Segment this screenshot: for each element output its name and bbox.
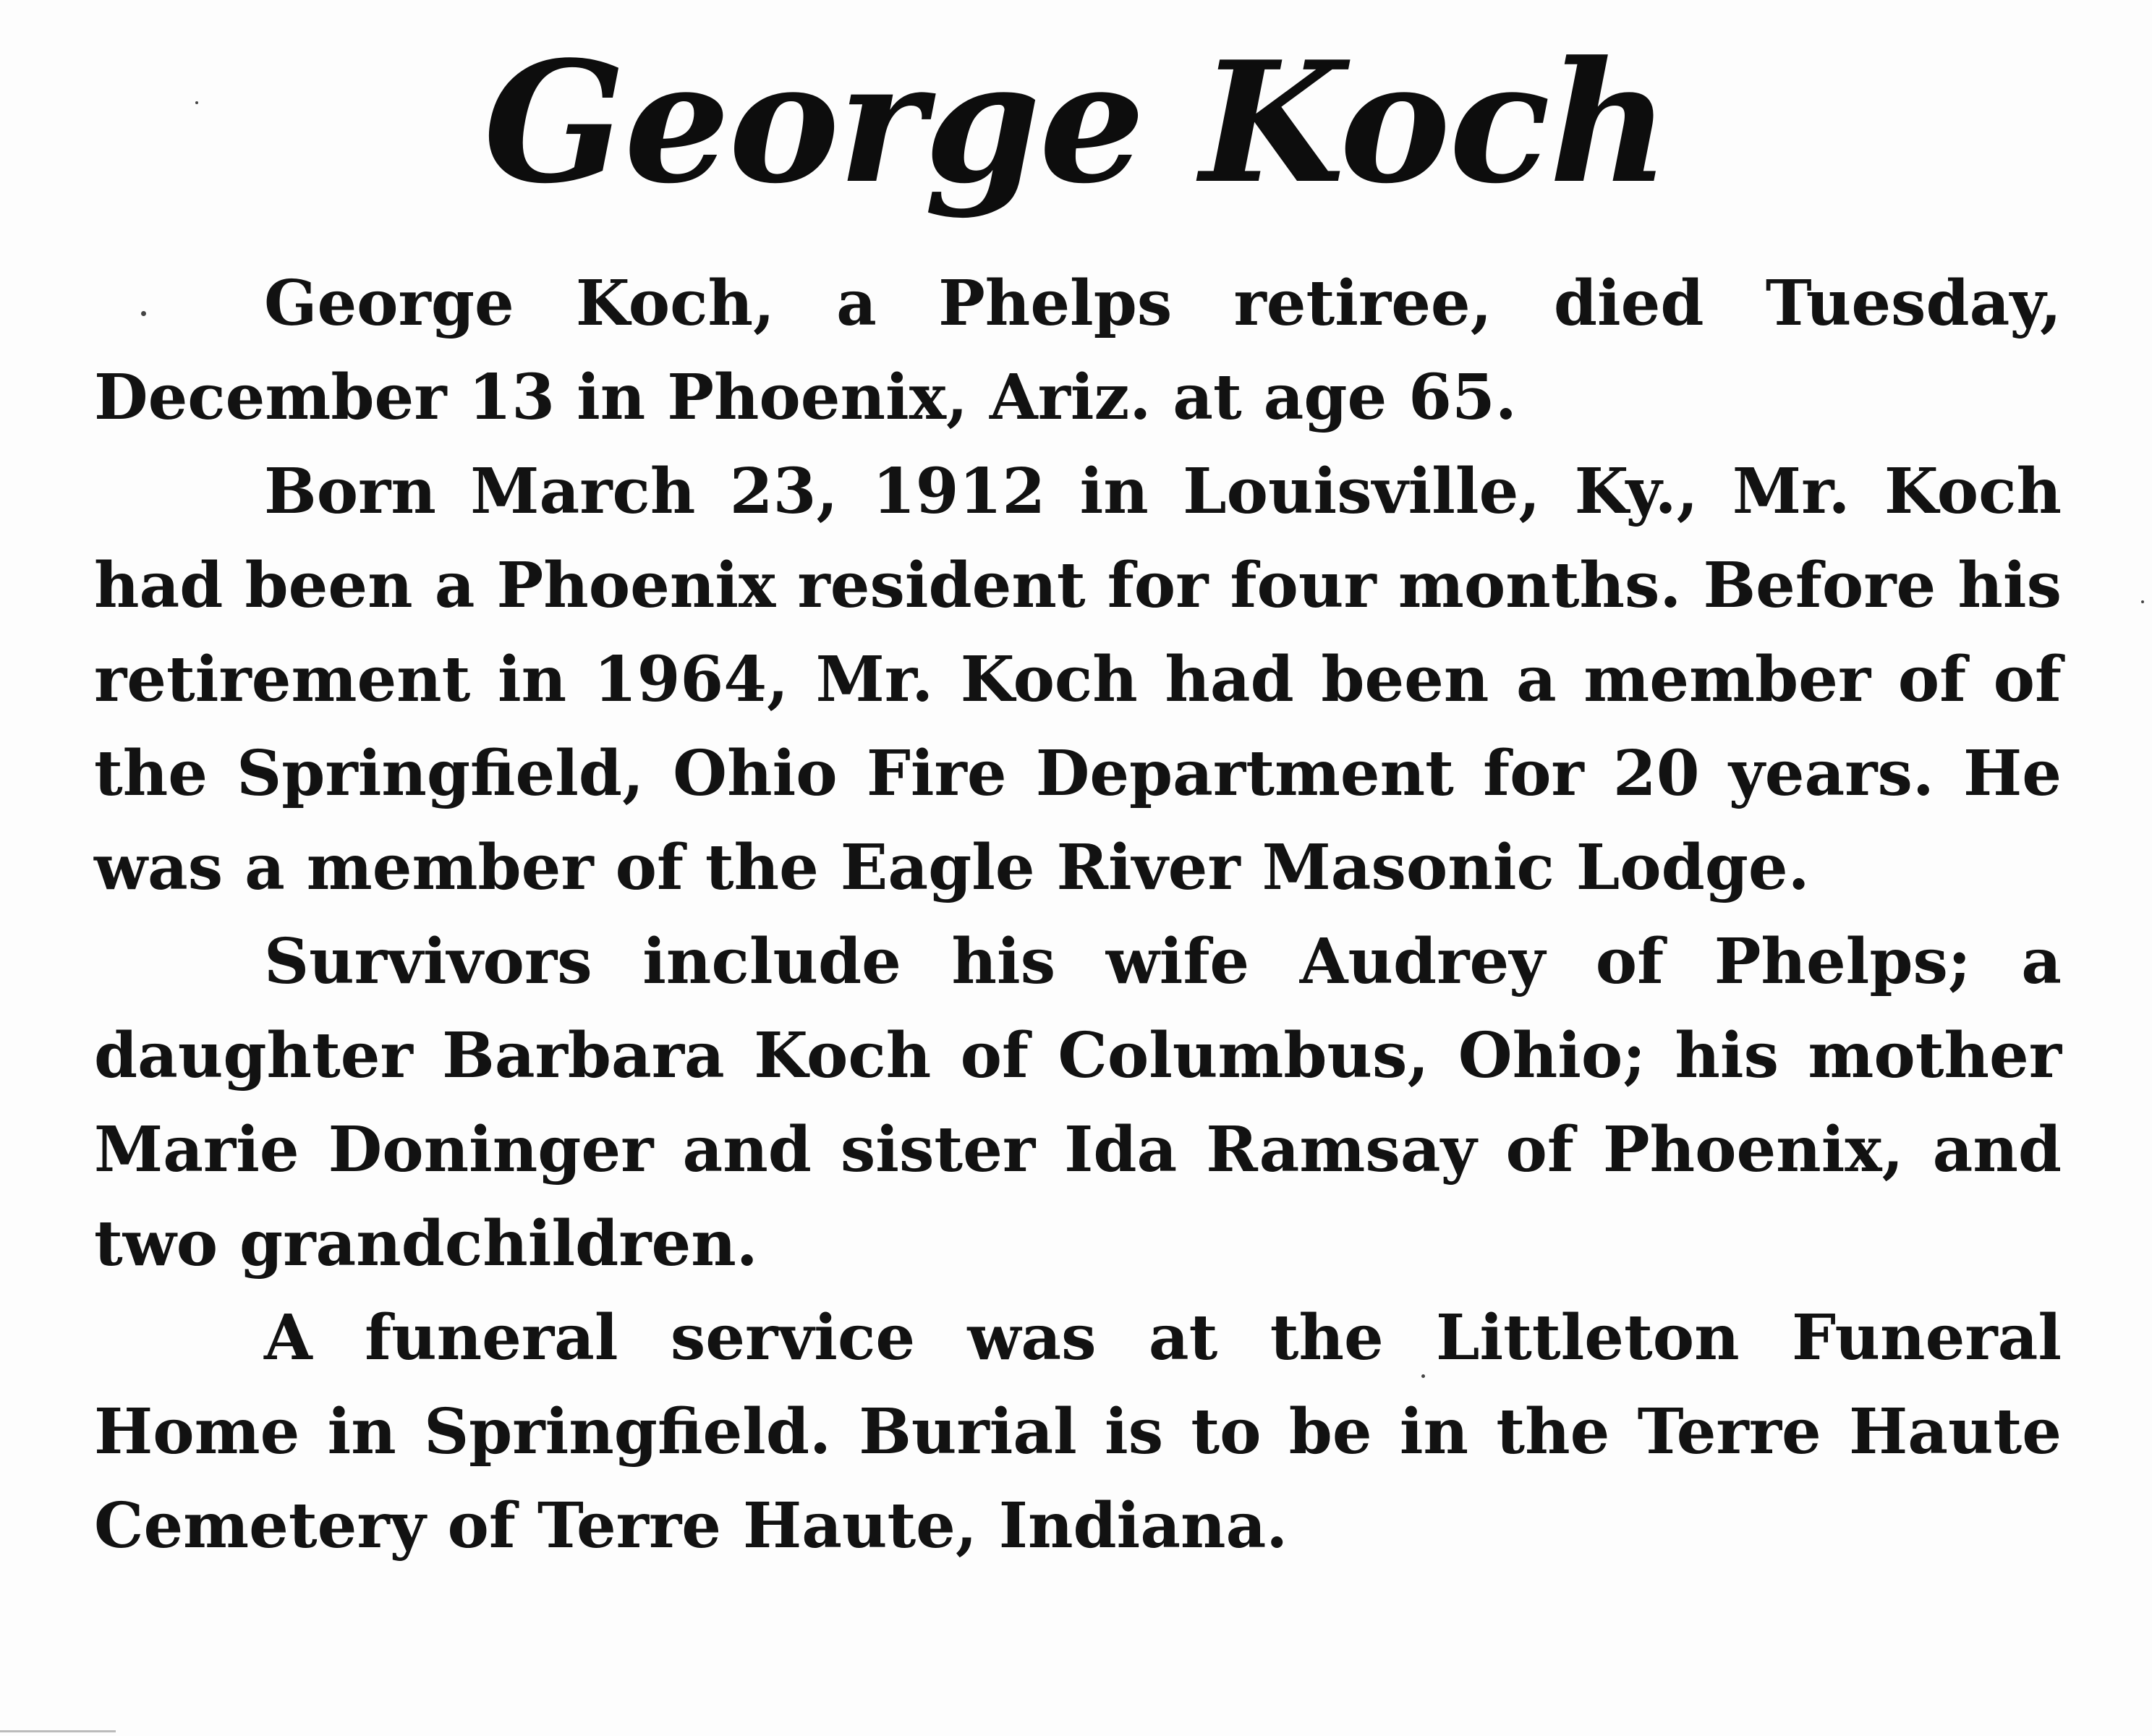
scan-speck xyxy=(195,101,198,104)
paragraph-funeral-service: A funeral service was at the Littleton Funeral Home in Springfield. Burial is to be in the Terre Haute Cemetery of Terre Haute, Indiana. xyxy=(94,1301,2062,1562)
scan-speck xyxy=(2141,600,2144,603)
paragraph-survivors: Survivors include his wife Audrey of Phelps; a daughter Barbara Koch of Columbus, Ohio; his mother Marie Doninger and sister Ida Ramsay of Phoenix, and two grandchildren. xyxy=(94,925,2062,1280)
obituary-headline: George Koch xyxy=(483,25,1669,221)
scan-mark xyxy=(0,1730,116,1732)
paragraph-death-notice: George Koch, a Phelps retiree, died Tuesday, December 13 in Phoenix, Ariz. at age 65. xyxy=(94,267,2062,434)
paragraph-biography: Born March 23, 1912 in Louisville, Ky., Mr. Koch had been a Phoenix resident for four months. Before his retirement in 1964, Mr. Koch had been a member of of the Springfield, Ohio Fire Department for 20 years. He was a member of the Eagle River Masonic Lodge. xyxy=(94,455,2062,904)
scan-speck xyxy=(1421,1374,1425,1378)
scan-speck xyxy=(141,311,146,316)
obituary-body xyxy=(94,257,2062,1573)
